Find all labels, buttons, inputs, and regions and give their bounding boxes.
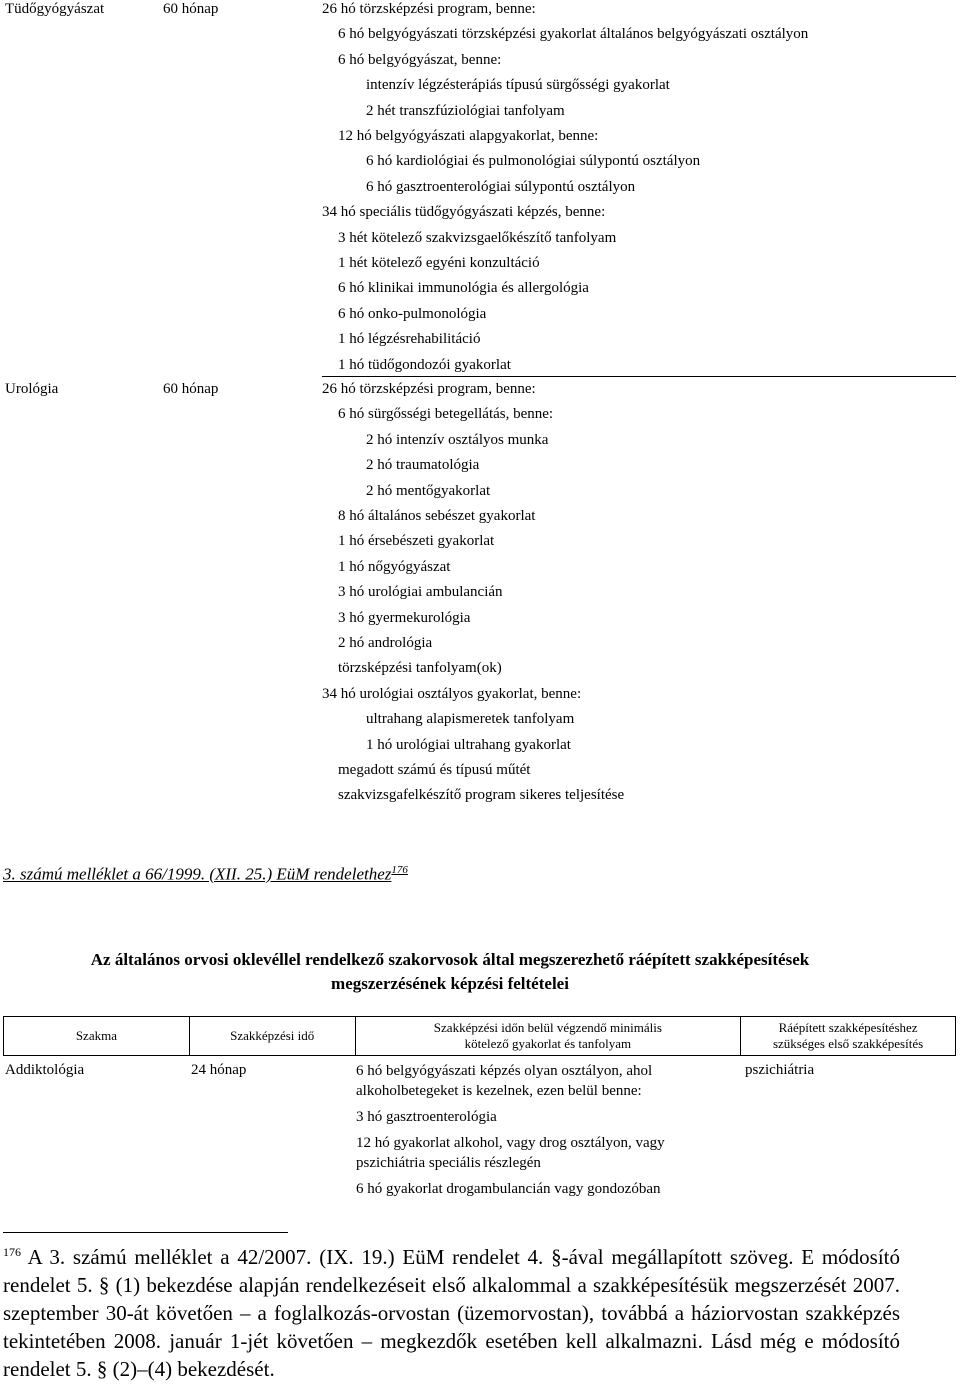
training-line: 1 hó urológiai ultrahang gyakorlat [366,736,571,753]
specialty-cell: Urológia [5,381,59,397]
annex-heading-text: 3. számú melléklet a 66/1999. (XII. 25.) EüM rendelethez [3,864,392,884]
training-line: 3 hét kötelező szakvizsgaelőkészítő tanfolyam [338,229,617,246]
training-line: 34 hó urológiai osztályos gyakorlat, benne: [322,685,582,702]
page-title [0,948,900,996]
header-line: Szakképzési időn belül végzendő minimális [433,1020,662,1035]
training-line: törzsképzési tanfolyam(ok) [338,660,502,677]
list-item: 6 hó belgyógyászati képzés olyan osztályon, ahol alkoholbetegeket is kezelnek, ezen belül benne: [356,1063,653,1099]
training-line: 34 hó speciális tüdőgyógyászati képzés, benne: [322,204,606,221]
training-items [356,1061,726,1199]
footnote-number: 176 [3,1245,21,1259]
training-line: 1 hét kötelező egyéni konzultáció [338,255,540,271]
specialty-cell: Tüdőgyógyászat [5,1,105,17]
header-minimum-practice [355,1017,741,1056]
training-line: ultrahang alapismeretek tanfolyam [366,711,575,728]
training-line: 12 hó belgyógyászati alapgyakorlat, benne: [338,128,599,144]
list-item: 6 hó gyakorlat drogambulancián vagy gondozóban [356,1181,661,1197]
training-line: 2 hét transzfúziológiai tanfolyam [366,102,565,119]
training-line: intenzív légzésterápiás típusú sürgősségi gyakorlat [366,77,670,94]
training-line: 6 hó belgyógyászat, benne: [338,51,502,68]
training-line: 1 hó érsebészeti gyakorlat [338,533,495,550]
footnote-separator [3,1232,288,1233]
duration-cell: 60 hónap [163,381,219,397]
footnote-text: A 3. számú melléklet a 42/2007. (IX. 19.) EüM rendelet 4. §-ával megállapított szöveg. E módosító rendelet 5. § (1) bekezdése alapján rendelkezéseit első alkalommal a szakképesítésük megszerzését 2007. szeptember 30-át követően – a foglalkozás-orvostan (üzemorvostan), továbbá a háziorvostan szakképzés tekintetében 2008. január 1-jét követően – megkezdők esetében kell alkalmazni. Lásd még e módosító rendelet 5. § (2)–(4) bekezdését. [3,1245,901,1381]
page-title-line: Az általános orvosi oklevéllel rendelkező szakorvosok által megszerezhető ráépített szakképesítések [90,950,810,969]
list-item: 12 hó gyakorlat alkohol, vagy drog osztályon, vagy pszichiátria speciális részlegén [356,1135,665,1171]
training-line: 2 hó traumatológia [366,457,480,474]
header-line: szükséges első szakképesítés [772,1036,924,1051]
training-line: 6 hó onko-pulmonológia [338,305,487,322]
prerequisite-cell: pszichiátria [745,1062,815,1078]
header-szakma: Szakma [4,1017,190,1056]
list-item: 3 hó gasztroenterológia [356,1109,497,1125]
training-line: 6 hó belgyógyászati törzsképzési gyakorlat általános belgyógyászati osztályon [338,26,809,43]
training-line: 1 hó nőgyógyászat [338,558,451,575]
training-line: 1 hó légzésrehabilitáció [338,331,481,348]
training-line: 6 hó kardiológiai és pulmonológiai súlypontú osztályon [366,153,701,170]
training-line: 6 hó sürgősségi betegellátás, benne: [338,406,554,423]
duration-cell: 60 hónap [163,1,219,17]
footnote-ref[interactable]: 176 [391,864,408,876]
training-line: 2 hó andrológia [338,635,433,651]
specialty-cell: Addiktológia [5,1062,85,1078]
header-line: kötelező gyakorlat és tanfolyam [464,1036,632,1051]
training-line: 6 hó gasztroenterológiai súlypontú osztályon [366,178,636,195]
training-line: 8 hó általános sebészet gyakorlat [338,508,536,524]
training-line: megadott számú és típusú műtét [338,762,531,778]
training-line: 3 hó gyermekurológia [338,609,471,626]
header-line: Ráépített szakképesítéshez [778,1020,918,1035]
spec-table [3,1016,956,1056]
training-line: 26 hó törzsképzési program, benne: [322,381,536,397]
training-line: 26 hó törzsképzési program, benne: [322,1,536,17]
page-title-line: megszerzésének képzési feltételei [331,974,569,993]
header-prerequisite [741,1017,956,1056]
header-szakkepzesi-ido: Szakképzési idő [189,1017,355,1056]
training-line: 6 hó klinikai immunológia és allergológia [338,280,589,297]
row-divider [322,376,956,377]
footnote [3,1243,900,1383]
table-header-row [4,1017,956,1056]
training-line: 2 hó intenzív osztályos munka [366,431,549,448]
training-line: 3 hó urológiai ambulancián [338,584,503,601]
training-line: 1 hó tüdőgondozói gyakorlat [338,356,511,373]
duration-cell: 24 hónap [191,1062,247,1078]
annex-heading [3,864,408,885]
training-line: szakvizsgafelkészítő program sikeres teljesítése [338,787,625,804]
training-line: 2 hó mentőgyakorlat [366,482,491,499]
